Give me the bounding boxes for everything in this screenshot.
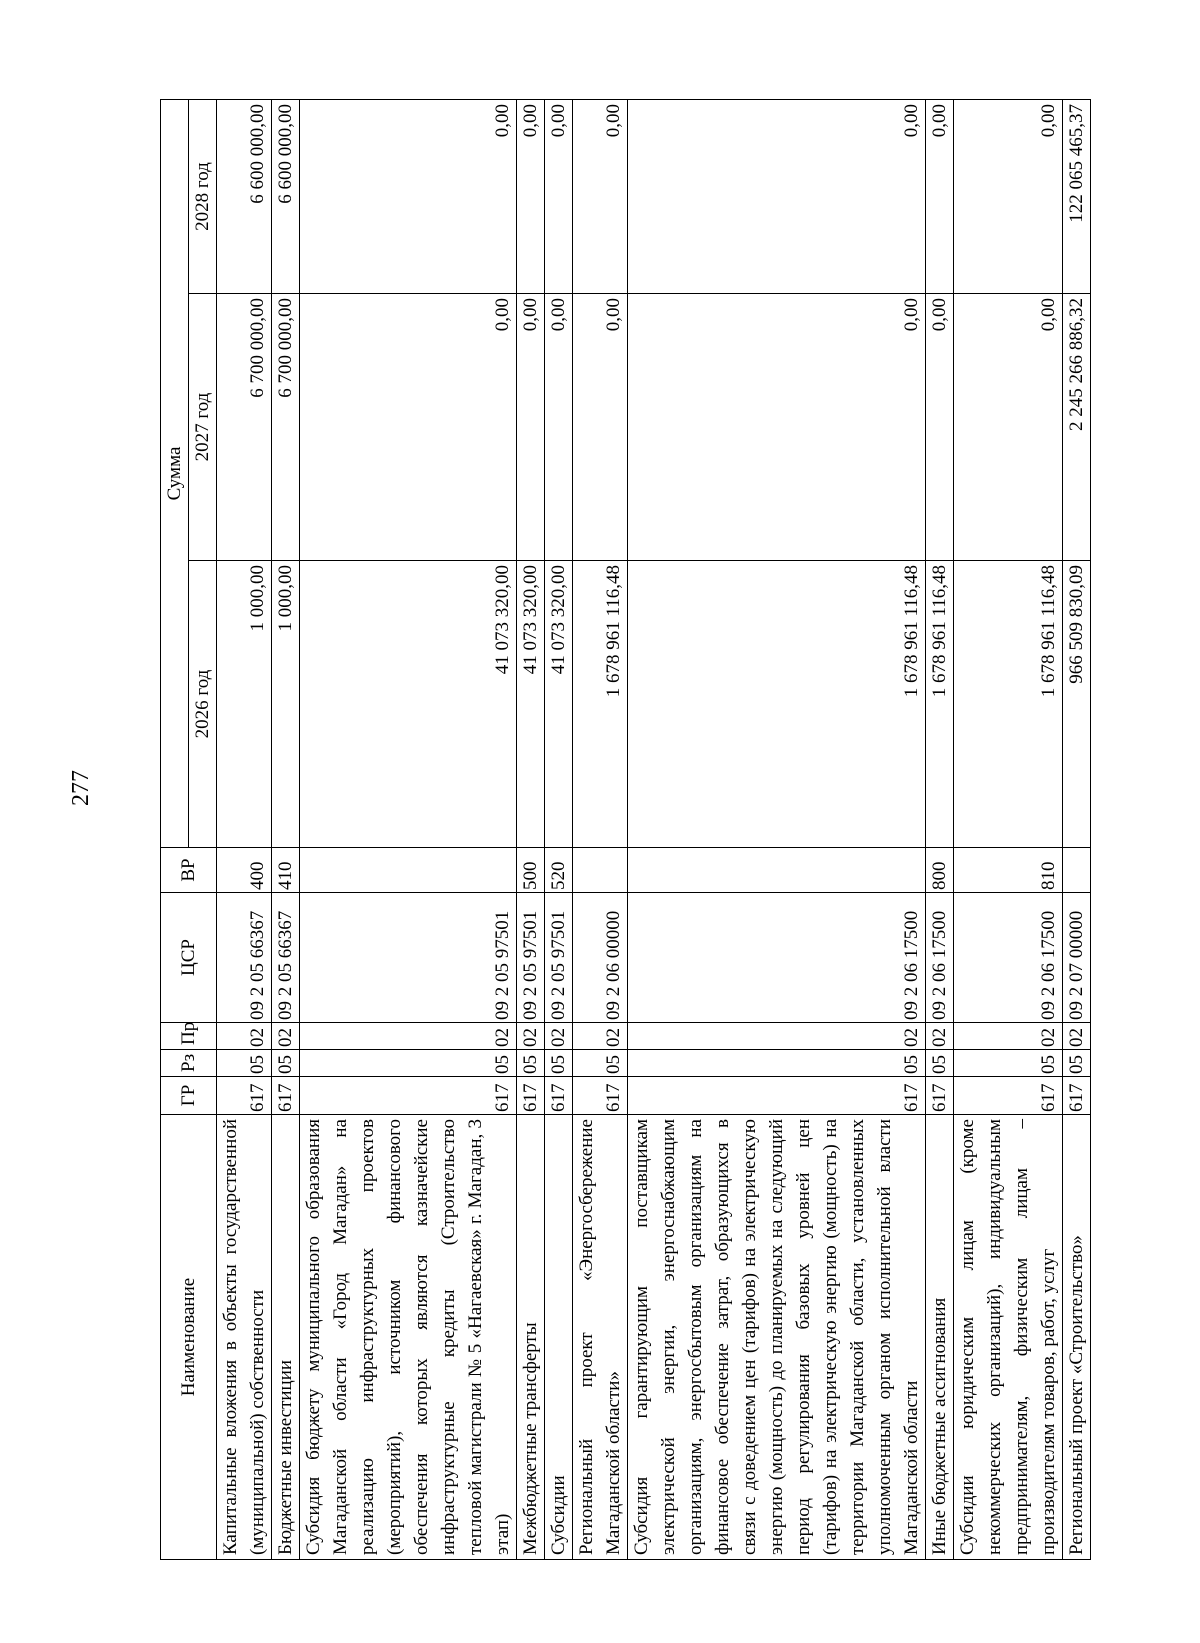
cell-vr: 810 bbox=[954, 848, 1063, 893]
cell-rz: 05 bbox=[573, 1050, 628, 1077]
cell-csr: 09 2 06 17500 bbox=[954, 893, 1063, 1023]
header-name: Наименование bbox=[161, 1115, 217, 1560]
cell-name: Субсидия бюджету муниципального образования Магаданской области «Город Магадан» на реализацию инфраструктурных проектов (мероприятий), источником финансового обеспечения которых являются казначейские инфраструктурные кредиты (Строительство тепловой магистрали № 5 «Нагаевская» г. Магадан, 3 этап) bbox=[300, 1115, 517, 1560]
cell-vr bbox=[300, 848, 517, 893]
cell-csr: 09 2 05 97501 bbox=[517, 893, 545, 1023]
table-row bbox=[926, 100, 954, 1560]
cell-2028: 0,00 bbox=[954, 100, 1063, 294]
table-row bbox=[545, 100, 573, 1560]
table-row bbox=[1063, 100, 1091, 1560]
cell-pr: 02 bbox=[926, 1023, 954, 1050]
cell-2027: 0,00 bbox=[926, 294, 954, 561]
rotated-table-wrapper bbox=[160, 100, 1087, 1560]
cell-rz: 05 bbox=[272, 1050, 300, 1077]
table-row bbox=[628, 100, 926, 1560]
cell-csr: 09 2 07 00000 bbox=[1063, 893, 1091, 1023]
cell-name: Иные бюджетные ассигнования bbox=[926, 1115, 954, 1560]
cell-pr: 02 bbox=[272, 1023, 300, 1050]
header-sum: Сумма bbox=[161, 100, 189, 848]
cell-gr: 617 bbox=[573, 1077, 628, 1115]
cell-csr: 09 2 05 97501 bbox=[300, 893, 517, 1023]
cell-pr: 02 bbox=[517, 1023, 545, 1050]
header-2026: 2026 год bbox=[189, 561, 217, 848]
cell-2028: 122 065 465,37 bbox=[1063, 100, 1091, 294]
cell-csr: 09 2 06 17500 bbox=[926, 893, 954, 1023]
header-2027: 2027 год bbox=[189, 294, 217, 561]
cell-2028: 0,00 bbox=[300, 100, 517, 294]
header-gr: ГР bbox=[161, 1077, 217, 1115]
cell-pr: 02 bbox=[573, 1023, 628, 1050]
cell-vr bbox=[1063, 848, 1091, 893]
header-rz: Рз bbox=[161, 1050, 217, 1077]
cell-2028: 6 600 000,00 bbox=[217, 100, 272, 294]
cell-2026: 41 073 320,00 bbox=[517, 561, 545, 848]
cell-vr: 520 bbox=[545, 848, 573, 893]
cell-2027: 0,00 bbox=[573, 294, 628, 561]
cell-2026: 1 678 961 116,48 bbox=[954, 561, 1063, 848]
cell-pr: 02 bbox=[1063, 1023, 1091, 1050]
cell-rz: 05 bbox=[217, 1050, 272, 1077]
cell-vr bbox=[573, 848, 628, 893]
cell-gr: 617 bbox=[272, 1077, 300, 1115]
cell-gr: 617 bbox=[1063, 1077, 1091, 1115]
cell-rz: 05 bbox=[954, 1050, 1063, 1077]
header-2028: 2028 год bbox=[189, 100, 217, 294]
cell-name: Региональный проект «Энергосбережение Магаданской области» bbox=[573, 1115, 628, 1560]
table-row bbox=[573, 100, 628, 1560]
header-pr: Пр bbox=[161, 1023, 217, 1050]
cell-pr: 02 bbox=[300, 1023, 517, 1050]
table-row bbox=[954, 100, 1063, 1560]
cell-2028: 0,00 bbox=[926, 100, 954, 294]
cell-name: Бюджетные инвестиции bbox=[272, 1115, 300, 1560]
cell-2027: 2 245 266 886,32 bbox=[1063, 294, 1091, 561]
cell-name: Межбюджетные трансферты bbox=[517, 1115, 545, 1560]
cell-2026: 966 509 830,09 bbox=[1063, 561, 1091, 848]
cell-rz: 05 bbox=[545, 1050, 573, 1077]
cell-vr: 400 bbox=[217, 848, 272, 893]
cell-vr: 410 bbox=[272, 848, 300, 893]
cell-2028: 0,00 bbox=[545, 100, 573, 294]
cell-vr: 500 bbox=[517, 848, 545, 893]
budget-table bbox=[160, 99, 1091, 1560]
cell-vr bbox=[628, 848, 926, 893]
cell-2027: 0,00 bbox=[954, 294, 1063, 561]
cell-pr: 02 bbox=[217, 1023, 272, 1050]
page-number: 277 bbox=[68, 770, 94, 806]
cell-2026: 1 000,00 bbox=[272, 561, 300, 848]
cell-gr: 617 bbox=[545, 1077, 573, 1115]
cell-pr: 02 bbox=[954, 1023, 1063, 1050]
cell-2028: 0,00 bbox=[628, 100, 926, 294]
cell-rz: 05 bbox=[926, 1050, 954, 1077]
cell-2026: 1 678 961 116,48 bbox=[573, 561, 628, 848]
table-row bbox=[272, 100, 300, 1560]
cell-csr: 09 2 05 66367 bbox=[217, 893, 272, 1023]
cell-rz: 05 bbox=[300, 1050, 517, 1077]
cell-2027: 0,00 bbox=[300, 294, 517, 561]
cell-2027: 6 700 000,00 bbox=[217, 294, 272, 561]
cell-gr: 617 bbox=[628, 1077, 926, 1115]
cell-name: Субсидия гарантирующим поставщикам электрической энергии, энергоснабжающим организациям, энергосбытовым организациям на финансовое обеспечение затрат, образующихся в связи с доведением цен (тарифов) на электрическую энергию (мощность) до планируемых на следующий период регулирования базовых уровней цен (тарифов) на электрическую энергию (мощность) на территории Магаданской области, установленных уполномоченным органом исполнительной власти Магаданской области bbox=[628, 1115, 926, 1560]
cell-2027: 0,00 bbox=[545, 294, 573, 561]
table-row bbox=[300, 100, 517, 1560]
cell-csr: 09 2 05 66367 bbox=[272, 893, 300, 1023]
cell-2028: 0,00 bbox=[573, 100, 628, 294]
header-vr: ВР bbox=[161, 848, 217, 893]
cell-name: Субсидии bbox=[545, 1115, 573, 1560]
cell-2026: 1 000,00 bbox=[217, 561, 272, 848]
cell-vr: 800 bbox=[926, 848, 954, 893]
table-row bbox=[217, 100, 272, 1560]
cell-2026: 41 073 320,00 bbox=[545, 561, 573, 848]
cell-2028: 0,00 bbox=[517, 100, 545, 294]
cell-name: Субсидии юридическим лицам (кроме некоммерческих организаций), индивидуальным предпринимателям, физическим лицам – производителям товаров, работ, услуг bbox=[954, 1115, 1063, 1560]
cell-csr: 09 2 06 17500 bbox=[628, 893, 926, 1023]
cell-2026: 41 073 320,00 bbox=[300, 561, 517, 848]
cell-pr: 02 bbox=[628, 1023, 926, 1050]
cell-rz: 05 bbox=[517, 1050, 545, 1077]
cell-name: Капитальные вложения в объекты государственной (муниципальной) собственности bbox=[217, 1115, 272, 1560]
table-row bbox=[517, 100, 545, 1560]
cell-name: Региональный проект «Строительство» bbox=[1063, 1115, 1091, 1560]
cell-2027: 0,00 bbox=[517, 294, 545, 561]
table-body bbox=[217, 100, 1091, 1560]
cell-gr: 617 bbox=[954, 1077, 1063, 1115]
cell-rz: 05 bbox=[628, 1050, 926, 1077]
cell-gr: 617 bbox=[517, 1077, 545, 1115]
cell-2027: 0,00 bbox=[628, 294, 926, 561]
cell-gr: 617 bbox=[217, 1077, 272, 1115]
cell-gr: 617 bbox=[926, 1077, 954, 1115]
cell-pr: 02 bbox=[545, 1023, 573, 1050]
cell-2028: 6 600 000,00 bbox=[272, 100, 300, 294]
cell-csr: 09 2 05 97501 bbox=[545, 893, 573, 1023]
cell-2027: 6 700 000,00 bbox=[272, 294, 300, 561]
cell-rz: 05 bbox=[1063, 1050, 1091, 1077]
cell-2026: 1 678 961 116,48 bbox=[628, 561, 926, 848]
header-csr: ЦСР bbox=[161, 893, 217, 1023]
cell-csr: 09 2 06 00000 bbox=[573, 893, 628, 1023]
cell-2026: 1 678 961 116,48 bbox=[926, 561, 954, 848]
cell-gr: 617 bbox=[300, 1077, 517, 1115]
table-header bbox=[161, 100, 217, 1560]
